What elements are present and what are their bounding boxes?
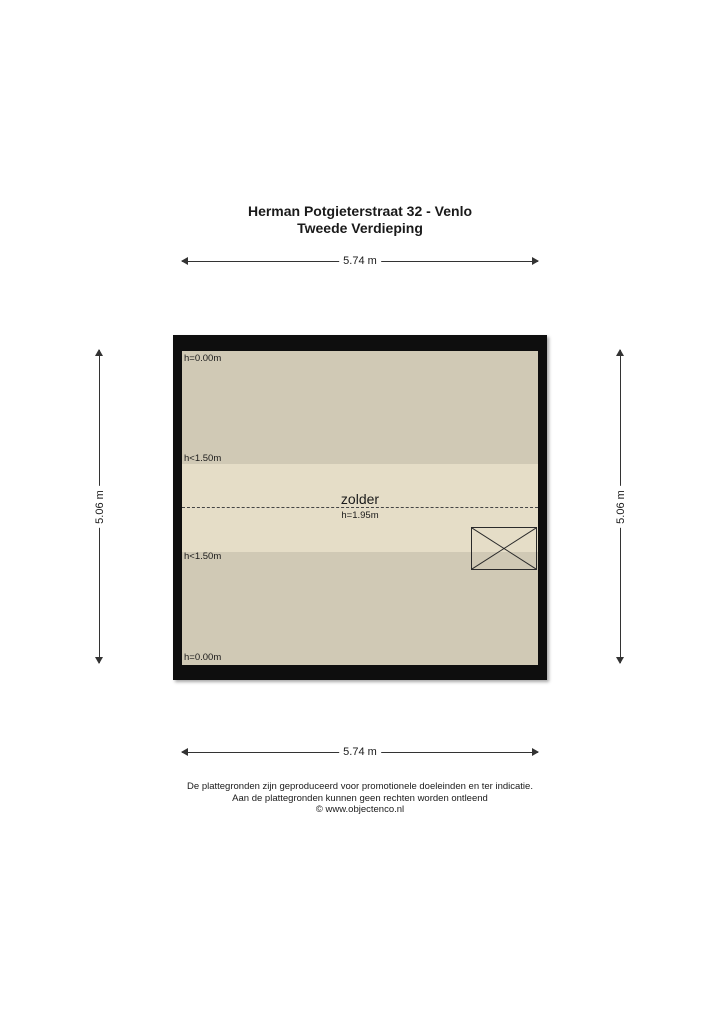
dimension-left-depth [94, 350, 106, 663]
disclaimer-line: De plattegronden zijn geproduceerd voor promotionele doeleinden en ter indicatie. [187, 781, 533, 792]
dimension-label: 5.74 m [339, 254, 381, 268]
room-height: h=1.95m [341, 510, 379, 521]
dimension-bottom-width [182, 747, 538, 759]
dimension-top-width [182, 256, 538, 268]
floor-name: Tweede Verdieping [297, 220, 423, 236]
arrow-left-icon [181, 257, 188, 265]
disclaimer [0, 781, 720, 816]
dimension-label: 5.06 m [93, 486, 107, 528]
room-name: zolder [340, 491, 380, 507]
ridge-line [182, 507, 538, 508]
dimension-label: 5.06 m [614, 486, 628, 528]
plan-title: Herman Potgieterstraat 32 - Venlo [247, 203, 473, 219]
height-marker: h<1.50m [184, 551, 222, 562]
arrow-up-icon [616, 349, 624, 356]
height-marker: h=0.00m [184, 353, 222, 364]
copyright-link[interactable]: © www.objectenco.nl [315, 804, 405, 815]
arrow-left-icon [181, 748, 188, 756]
dimension-label: 5.74 m [339, 745, 381, 759]
arrow-right-icon [532, 748, 539, 756]
dimension-right-depth [615, 350, 627, 663]
height-marker: h=0.00m [184, 652, 222, 663]
height-marker: h<1.50m [184, 453, 222, 464]
arrow-right-icon [532, 257, 539, 265]
disclaimer-line: Aan de plattegronden kunnen geen rechten worden ontleend [232, 792, 488, 804]
arrow-down-icon [616, 657, 624, 664]
arrow-down-icon [95, 657, 103, 664]
arrow-up-icon [95, 349, 103, 356]
roof-hatch-icon [471, 527, 537, 570]
room-floor [182, 351, 538, 665]
floor-plan-walls [173, 335, 547, 680]
